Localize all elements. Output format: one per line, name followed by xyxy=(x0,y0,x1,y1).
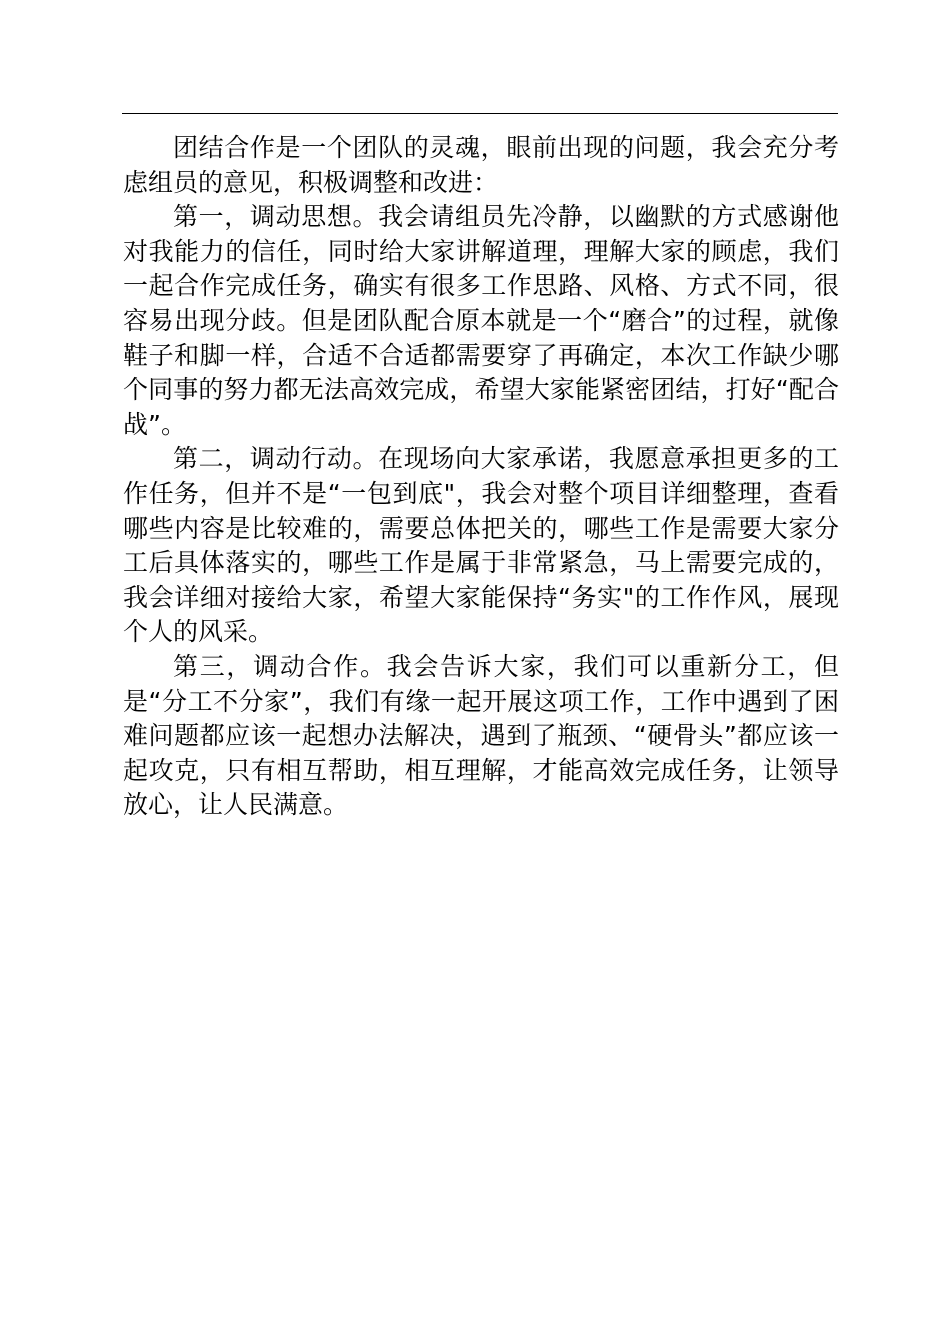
header-rule xyxy=(122,113,838,114)
document-body xyxy=(123,131,839,823)
paragraph-second-point: 第二，调动行动。在现场向大家承诺，我愿意承担更多的工作任务，但并不是“一包到底"，我会对整个项目详细整理，查看哪些内容是比较难的，需要总体把关的，哪些工作是需要大家分工后具体落实的，哪些工作是属于非常紧急，马上需要完成的，我会详细对接给大家，希望大家能保持“务实"的工作作风，展现个人的风采。 xyxy=(123,444,840,647)
paragraph-first-point: 第一，调动思想。我会请组员先冷静，以幽默的方式感谢他对我能力的信任，同时给大家讲解道理，理解大家的顾虑，我们一起合作完成任务，确实有很多工作思路、风格、方式不同，很容易出现分歧。但是团队配合原本就是一个“磨合”的过程，就像鞋子和脚一样，合适不合适都需要穿了再确定，本次工作缺少哪个同事的努力都无法高效完成，希望大家能紧密团结，打好“配合战”。 xyxy=(123,202,839,439)
paragraph-third-point: 第三，调动合作。我会告诉大家，我们可以重新分工，但是“分工不分家”，我们有缘一起开展这项工作，工作中遇到了困难问题都应该一起想办法解决，遇到了瓶颈、“硬骨头”都应该一起攻克，只有相互帮助，相互理解，才能高效完成任务，让领导放心，让人民满意。 xyxy=(123,651,839,820)
paragraph-intro: 团结合作是一个团队的灵魂，眼前出现的问题，我会充分考虑组员的意见，积极调整和改进： xyxy=(123,133,839,197)
